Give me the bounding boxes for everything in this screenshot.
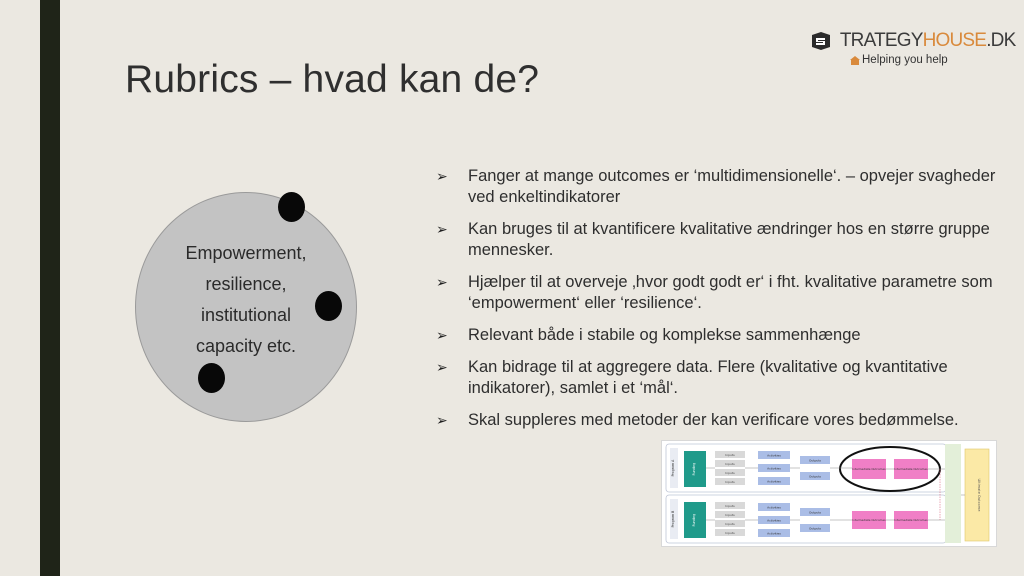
funding-label: Funding — [692, 462, 696, 476]
bullet-item: ➢ Kan bruges til at kvantificere kvalitative ændringer hos en større gruppe mennesker. — [436, 220, 990, 259]
svg-text:Activities: Activities — [767, 531, 781, 536]
svg-text:Intermediate Outcomes: Intermediate Outcomes — [894, 518, 928, 522]
arrow-bullet-icon: ➢ — [436, 221, 448, 237]
bullet-item: ➢ Skal suppleres med metoder der kan verificare vores bedømmelse. — [436, 411, 959, 429]
program-b-label: Program B — [671, 510, 675, 528]
bullet-item: ➢ Relevant både i stabile og komplekse sammenhænge — [436, 326, 861, 344]
slide-title: Rubrics – hvad kan de? — [125, 58, 540, 101]
bullet-item: ➢ Hjælper til at overveje ‚hvor godt godt er‘ i fht. kvalitative parametre som ‘empowerment‘ eller ‘resilience‘. — [436, 273, 993, 312]
svg-text:Outputs: Outputs — [809, 510, 821, 515]
svg-text:Intermediate Outcomes: Intermediate Outcomes — [852, 467, 886, 471]
svg-text:Activities: Activities — [767, 505, 781, 510]
svg-text:Funding: Funding — [692, 513, 696, 527]
ultimate-outcome-label: Ultimate Outcome — [977, 478, 981, 512]
activities-b — [758, 503, 790, 537]
program-a-label: Program A — [671, 459, 675, 477]
black-dot — [198, 363, 225, 393]
outputs-a — [800, 456, 830, 480]
svg-text:Outputs: Outputs — [809, 474, 821, 479]
ultimate-outcome-box — [965, 449, 989, 541]
theory-of-change-diagram — [661, 440, 997, 547]
bullet-item: ➢ Kan bidrage til at aggregere data. Flere (kvalitative og kvantitative indikatorer), samlet i et ‘mål‘. — [436, 358, 948, 397]
left-accent-bar — [40, 0, 60, 576]
arrow-bullet-icon: ➢ — [436, 327, 448, 343]
logo-accent: HOUSE — [922, 30, 987, 51]
diagram-svg — [662, 441, 996, 546]
svg-text:Inputs: Inputs — [725, 504, 735, 508]
outputs-b — [800, 508, 830, 532]
logo-suffix: .DK — [986, 30, 1016, 51]
circle-line: resilience, — [205, 274, 287, 294]
arrow-bullet-icon: ➢ — [436, 274, 448, 290]
svg-text:Intermediate Outcomes: Intermediate Outcomes — [894, 467, 928, 471]
black-dot — [278, 192, 305, 222]
svg-text:Activities: Activities — [767, 453, 781, 458]
svg-text:Activities: Activities — [767, 518, 781, 523]
green-band — [945, 444, 961, 543]
circle-line: Empowerment, — [185, 243, 307, 263]
logo-prefix: TRATEGY — [839, 30, 923, 51]
svg-text:Inputs: Inputs — [725, 522, 735, 526]
activities-a — [758, 451, 790, 485]
svg-text:Outputs: Outputs — [809, 526, 821, 531]
logo-tagline: Helping you help — [862, 54, 948, 66]
arrow-bullet-icon: ➢ — [436, 412, 448, 428]
svg-text:Inputs: Inputs — [725, 471, 735, 475]
circle-line: capacity etc. — [195, 336, 297, 356]
bullet-list — [436, 166, 996, 442]
svg-text:Inputs: Inputs — [725, 480, 735, 484]
arrow-bullet-icon: ➢ — [436, 168, 448, 184]
svg-text:Inputs: Inputs — [725, 462, 735, 466]
svg-text:Inputs: Inputs — [725, 513, 735, 517]
house-icon — [850, 56, 860, 65]
circle-line: institutional — [200, 305, 292, 325]
svg-text:Inputs: Inputs — [725, 453, 735, 457]
inputs-b — [715, 502, 745, 536]
svg-text:Activities: Activities — [767, 466, 781, 471]
black-dot — [315, 291, 342, 321]
svg-text:Activities: Activities — [767, 479, 781, 484]
svg-text:Outputs: Outputs — [809, 458, 821, 463]
bullet-item: ➢ Fanger at mange outcomes er ‘multidimensionelle‘. – opvejer svagheder ved enkeltindikatorer — [436, 167, 996, 206]
inputs-a — [715, 451, 745, 485]
strategyhouse-logo — [812, 30, 1016, 70]
arrow-bullet-icon: ➢ — [436, 359, 448, 375]
svg-text:Intermediate Outcomes: Intermediate Outcomes — [852, 518, 886, 522]
svg-text:Inputs: Inputs — [725, 531, 735, 535]
logo-wordmark — [828, 30, 1015, 52]
